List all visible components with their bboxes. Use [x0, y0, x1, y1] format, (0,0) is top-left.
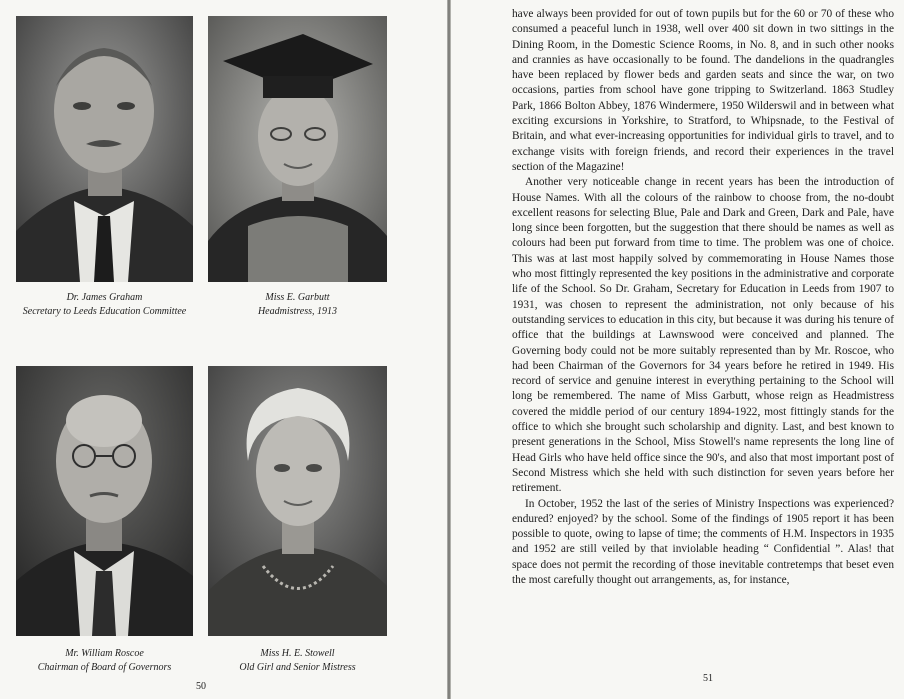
- page-number-left: 50: [196, 681, 206, 692]
- portrait-william-roscoe: [16, 366, 193, 636]
- paragraph: Another very noticeable change in recent years has been the introduction of House Names. With all the colours of the rainbow to choose from, the no-doubt excellent reasons for selecting Blue, Pale and Dark and Green, Dark and Pale, have long since been forgotten, but the suggestion that there should be names as well as colours had been put forward from time to time. The problem was one of choice. This was at last most happily solved by commemorating in House Names those who most fittingly represented the key positions in the administrative and corporate life of the School. So Dr. Graham, Secretary for Education in Leeds from 1907 to 1931, was chosen to represent the administration, not only because of his outstanding services to education in this city, but because it was during his tenure of office that the buildings at Lawnswood were conceived and planned. The Governing body could not be more suitably represented than by Mr. Roscoe, who had been Chairman of the Governors for 34 years before he retired in 1949. His record of service and genuine interest in everything pertaining to the School will long be remembered. The name of Miss Garbutt, whose reign as Headmistress covered the middle period of our century 1894-1922, most fittingly stands for the office to which she brought such scholarship and dignity. Last, and best known to present generations in the School, Miss Stowell's name represents the long line of Head Girls who have held office since the 90's, and also that most important post of Second Mistress which she held with such distinction for seven years before her retirement.: [512, 176, 894, 495]
- portrait-role: Chairman of Board of Governors: [37, 662, 172, 673]
- portrait-name: Mr. William Roscoe: [65, 648, 144, 659]
- paragraph: have always been provided for out of town pupils but for the 60 or 70 of these who consumed a peaceful lunch in 1938, well over 400 sit down in two sittings in the Dining Room, in the Domestic Science Rooms, in No. 8, and in such other nooks and crannies as have occasionally to be found. The dandelions in the quadrangles have been replaced by flower beds and garden seats and since the war, on two occasions, parties from school have gone tripping to Switzerland. 1863 Studley Park, 1866 Bolton Abbey, 1876 Windermere, 1950 Wilderswil and in between what exciting excursions in Yorkshire, to Stratford, to Whipsnade, to the Festival of Britain, and what ever-increasing opportunities for individual girls to travel, and to exchange visits with foreign friends, and record their experiences in the travel section of the Magazine!: [512, 8, 894, 173]
- portrait-h-e-stowell: [208, 366, 387, 636]
- caption-h-e-stowell: [204, 647, 391, 675]
- portrait-name: Miss E. Garbutt: [265, 292, 330, 303]
- caption-william-roscoe: [12, 647, 197, 675]
- left-page: [0, 0, 447, 699]
- body-text: [512, 7, 894, 588]
- portrait-role: Secretary to Leeds Education Committee: [22, 306, 187, 317]
- portrait-role: Headmistress, 1913: [257, 306, 338, 317]
- caption-e-garbutt: [204, 291, 391, 319]
- paragraph: In October, 1952 the last of the series of Ministry Inspections was experienced? endured? enjoyed? by the school. Some of the findings of 1905 report it has been possible to quote, owing to lapse of time; the comments of H.M. Inspectors in 1935 and 1952 are still veiled by that inviolable heading “ Confidential ”. Alas! that space does not permit the recording of those inevitable contretemps that beset even the most carefully thought out arrangements, as, for instance,: [512, 497, 894, 586]
- portrait-name: Miss H. E. Stowell: [260, 648, 335, 659]
- portrait-name: Dr. James Graham: [66, 292, 143, 303]
- caption-james-graham: [12, 291, 197, 319]
- page-number-right: 51: [703, 673, 713, 684]
- right-page: [451, 0, 904, 699]
- portrait-james-graham: [16, 16, 193, 282]
- portrait-role: Old Girl and Senior Mistress: [239, 662, 356, 673]
- portrait-e-garbutt: [208, 16, 387, 282]
